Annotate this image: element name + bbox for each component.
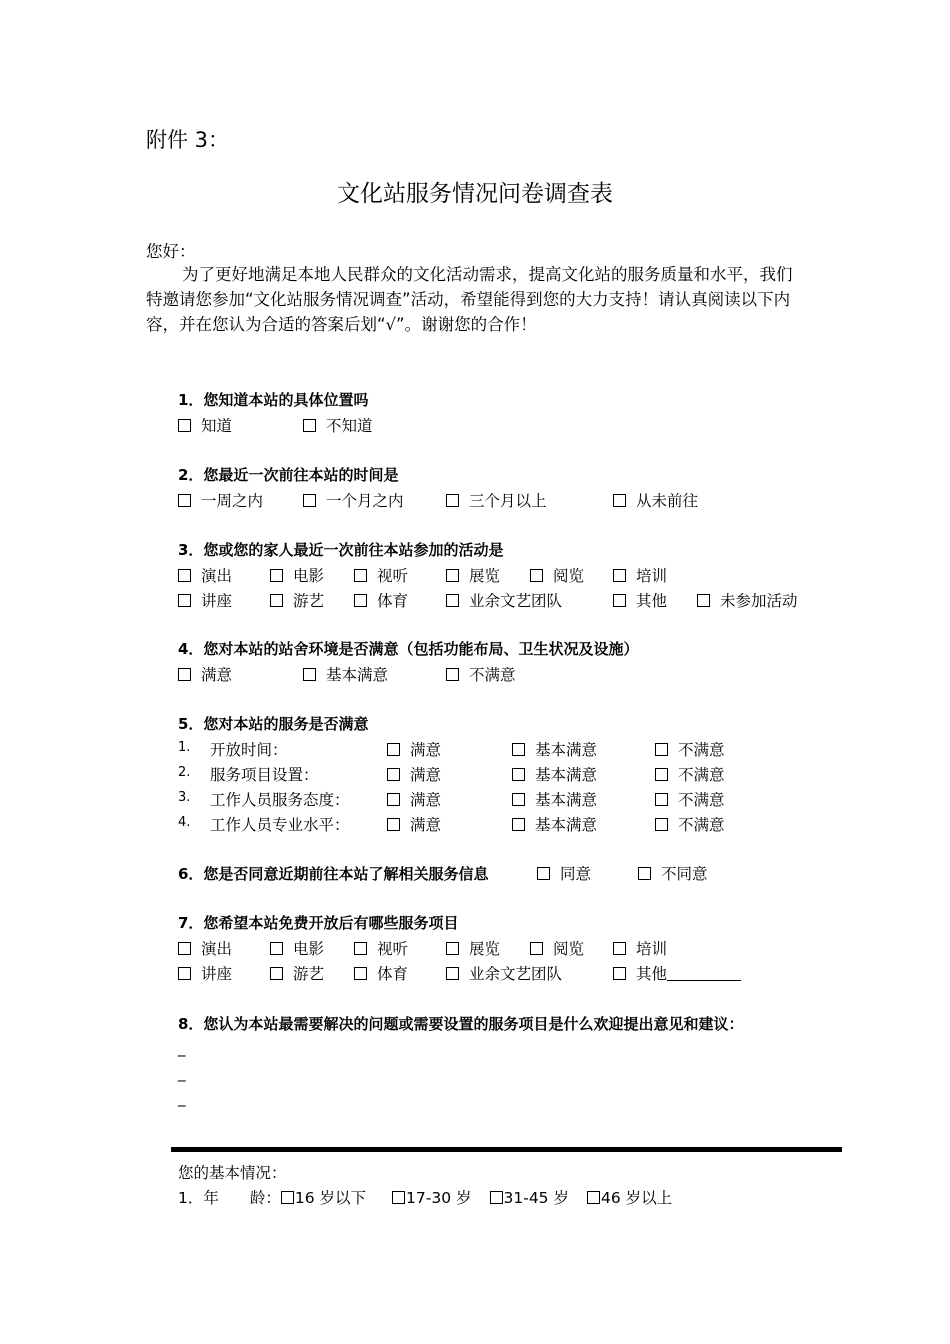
q5-r2-satisfied[interactable]: 满意 [387,763,441,785]
checkbox-icon[interactable] [613,594,626,607]
q1-option-dont-know[interactable]: 不知道 [303,414,373,436]
q5-r4-satisfied[interactable]: 满意 [387,813,441,835]
checkbox-icon[interactable] [655,768,668,781]
q3-option-exhibition[interactable]: 展览 [446,564,500,586]
q5-row-label: 工作人员服务态度： [210,791,350,809]
q5-r1-basic[interactable]: 基本满意 [512,738,597,760]
answer-line[interactable]: _ [178,1089,186,1107]
checkbox-icon[interactable] [281,1191,294,1204]
checkbox-icon[interactable] [655,793,668,806]
checkbox-icon[interactable] [587,1191,600,1204]
q5-r1-unsatisfied[interactable]: 不满意 [655,738,725,760]
checkbox-icon[interactable] [537,867,550,880]
q5-r3-satisfied[interactable]: 满意 [387,788,441,810]
checkbox-icon[interactable] [613,967,626,980]
question-8: 8．您认为本站最需要解决的问题或需要设置的服务项目是什么欢迎提出意见和建议： [178,1015,744,1033]
section-divider [171,1147,842,1152]
checkbox-icon[interactable] [512,793,525,806]
checkbox-icon[interactable] [446,967,459,980]
q6-option-agree[interactable]: 同意 [537,862,591,884]
q7-option-performance[interactable]: 演出 [178,937,232,959]
basic-info-heading: 您的基本情况： [178,1164,287,1182]
q5-row-num: 1. [178,740,191,755]
q5-r1-satisfied[interactable]: 满意 [387,738,441,760]
checkbox-icon[interactable] [178,494,191,507]
checkbox-icon[interactable] [354,594,367,607]
q4-option-satisfied[interactable]: 满意 [178,663,232,685]
q3-option-reading[interactable]: 阅览 [530,564,584,586]
checkbox-icon[interactable] [270,967,283,980]
checkbox-icon[interactable] [387,743,400,756]
q3-option-training[interactable]: 培训 [613,564,667,586]
age-option-4[interactable]: 46 岁以上 [587,1189,672,1207]
checkbox-icon[interactable] [446,668,459,681]
q2-option-2[interactable]: 一个月之内 [303,489,404,511]
q6-option-disagree[interactable]: 不同意 [638,862,708,884]
q3-option-movie[interactable]: 电影 [270,564,324,586]
q7-option-exhibition[interactable]: 展览 [446,937,500,959]
checkbox-icon[interactable] [387,793,400,806]
checkbox-icon[interactable] [638,867,651,880]
checkbox-icon[interactable] [655,743,668,756]
age-option-3[interactable]: 31-45 岁 [490,1189,569,1207]
attachment-label: 附件 3： [146,128,230,152]
greeting: 您好： [146,242,196,261]
q5-r2-basic[interactable]: 基本满意 [512,763,597,785]
q7-option-lecture[interactable]: 讲座 [178,962,232,984]
answer-line[interactable]: _ [178,1039,186,1057]
q3-option-games[interactable]: 游艺 [270,589,324,611]
q3-option-sports[interactable]: 体育 [354,589,408,611]
q7-option-sports[interactable]: 体育 [354,962,408,984]
checkbox-icon[interactable] [530,942,543,955]
checkbox-icon[interactable] [613,569,626,582]
q3-option-performance[interactable]: 演出 [178,564,232,586]
q3-option-other[interactable]: 其他 [613,589,667,611]
intro-paragraph [146,262,806,337]
q7-option-games[interactable]: 游艺 [270,962,324,984]
checkbox-icon[interactable] [303,668,316,681]
checkbox-icon[interactable] [354,942,367,955]
q7-option-amateur-troupe[interactable]: 业余文艺团队 [446,962,562,984]
q5-row-label: 服务项目设置： [210,766,319,784]
checkbox-icon[interactable] [354,569,367,582]
checkbox-icon[interactable] [446,569,459,582]
checkbox-icon[interactable] [490,1191,503,1204]
checkbox-icon[interactable] [613,494,626,507]
q5-r4-basic[interactable]: 基本满意 [512,813,597,835]
q5-r3-unsatisfied[interactable]: 不满意 [655,788,725,810]
q3-option-none[interactable]: 未参加活动 [697,589,798,611]
age-label: 1．年 龄： [178,1189,281,1207]
q3-option-audiovisual[interactable]: 视听 [354,564,408,586]
checkbox-icon[interactable] [387,818,400,831]
checkbox-icon[interactable] [303,494,316,507]
q7-option-training[interactable]: 培训 [613,937,667,959]
q5-row-num: 3. [178,790,191,805]
page-title: 文化站服务情况问卷调查表 [337,181,613,207]
q3-option-amateur-troupe[interactable]: 业余文艺团队 [446,589,562,611]
other-fill-in-field[interactable] [667,966,741,981]
checkbox-icon[interactable] [270,942,283,955]
checkbox-icon[interactable] [178,942,191,955]
checkbox-icon[interactable] [178,419,191,432]
q5-row-num: 4. [178,815,191,830]
checkbox-icon[interactable] [446,494,459,507]
checkbox-icon[interactable] [512,743,525,756]
checkbox-icon[interactable] [530,569,543,582]
question-4: 4．您对本站的站舍环境是否满意（包括功能布局、卫生状况及设施） [178,640,639,658]
q4-option-unsatisfied[interactable]: 不满意 [446,663,516,685]
checkbox-icon[interactable] [354,967,367,980]
checkbox-icon[interactable] [613,942,626,955]
checkbox-icon[interactable] [270,569,283,582]
checkbox-icon[interactable] [303,419,316,432]
checkbox-icon[interactable] [178,569,191,582]
question-2: 2．您最近一次前往本站的时间是 [178,466,399,484]
q5-r2-unsatisfied[interactable]: 不满意 [655,763,725,785]
q5-r4-unsatisfied[interactable]: 不满意 [655,813,725,835]
checkbox-icon[interactable] [446,942,459,955]
checkbox-icon[interactable] [697,594,710,607]
checkbox-icon[interactable] [178,594,191,607]
q5-row-num: 2. [178,765,191,780]
q7-option-other[interactable]: 其他 [613,962,741,984]
q2-option-3[interactable]: 三个月以上 [446,489,547,511]
age-option-2[interactable]: 17-30 岁 [392,1189,471,1207]
q4-option-basic[interactable]: 基本满意 [303,663,388,685]
answer-line[interactable]: _ [178,1064,186,1082]
q5-r3-basic[interactable]: 基本满意 [512,788,597,810]
question-5: 5．您对本站的服务是否满意 [178,715,369,733]
q7-option-reading[interactable]: 阅览 [530,937,584,959]
checkbox-icon[interactable] [655,818,668,831]
q5-row-label: 开放时间： [210,741,288,759]
checkbox-icon[interactable] [512,818,525,831]
checkbox-icon[interactable] [387,768,400,781]
checkbox-icon[interactable] [270,594,283,607]
q2-option-1[interactable]: 一周之内 [178,489,263,511]
question-1: 1．您知道本站的具体位置吗 [178,391,369,409]
checkbox-icon[interactable] [178,967,191,980]
q5-row-label: 工作人员专业水平： [210,816,350,834]
q7-option-movie[interactable]: 电影 [270,937,324,959]
age-option-1[interactable]: 16 岁以下 [281,1189,366,1207]
q7-option-audiovisual[interactable]: 视听 [354,937,408,959]
question-6: 6．您是否同意近期前往本站了解相关服务信息 [178,865,489,883]
question-7: 7．您希望本站免费开放后有哪些服务项目 [178,914,459,932]
question-3: 3．您或您的家人最近一次前往本站参加的活动是 [178,541,504,559]
intro-text: 为了更好地满足本地人民群众的文化活动需求，提高文化站的服务质量和水平，我们特邀请您参加“文化站服务情况调查”活动，希望能得到您的大力支持！请认真阅读以下内容，并在您认为合适的答案后划“√”。谢谢您的合作！ [146,265,793,334]
q1-option-know[interactable]: 知道 [178,414,232,436]
age-row [178,1186,672,1208]
q2-option-4[interactable]: 从未前往 [613,489,698,511]
checkbox-icon[interactable] [178,668,191,681]
q3-option-lecture[interactable]: 讲座 [178,589,232,611]
checkbox-icon[interactable] [446,594,459,607]
checkbox-icon[interactable] [392,1191,405,1204]
checkbox-icon[interactable] [512,768,525,781]
